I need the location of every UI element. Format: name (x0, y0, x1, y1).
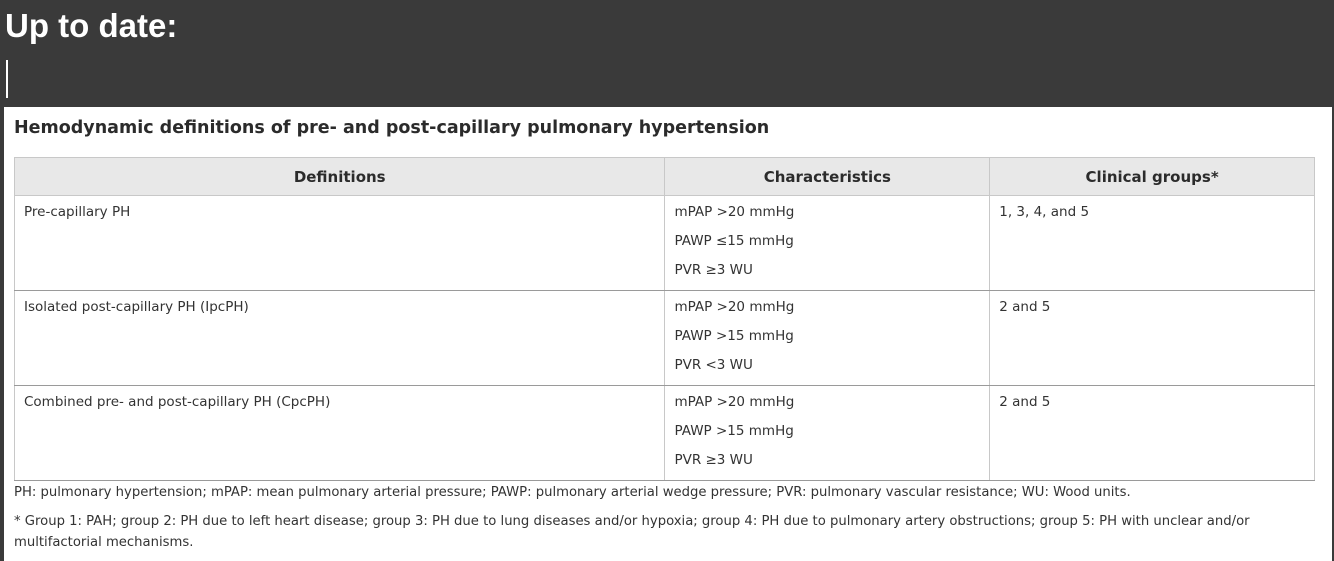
table-title: Hemodynamic definitions of pre- and post-capillary pulmonary hypertension (14, 118, 770, 138)
table-panel (4, 107, 1332, 561)
groups-cell (990, 196, 1315, 291)
text-cursor[interactable] (6, 60, 8, 98)
characteristic-line: PVR ≥3 WU (674, 262, 753, 278)
characteristic-line: PAWP >15 mmHg (674, 328, 794, 344)
characteristics-cell (665, 196, 990, 291)
characteristic-line: PAWP ≤15 mmHg (674, 233, 794, 249)
groups-cell (990, 386, 1315, 481)
definition-text: Pre-capillary PH (24, 204, 131, 220)
column-header-definitions: Definitions (15, 158, 665, 196)
characteristic-line: PVR ≥3 WU (674, 452, 753, 468)
page-heading: Up to date: (5, 7, 178, 44)
column-header-characteristics: Characteristics (665, 158, 990, 196)
groups-cell (990, 291, 1315, 386)
table-header-row (15, 158, 1315, 196)
groups-text: 2 and 5 (999, 299, 1051, 315)
footnote-abbreviations: PH: pulmonary hypertension; mPAP: mean pulmonary arterial pressure; PAWP: pulmonary arterial wedge pressure; PVR: pulmonary vascular resistance; WU: Wood units. (14, 485, 1131, 500)
table-row (15, 196, 1315, 291)
definition-text: Isolated post-capillary PH (IpcPH) (24, 299, 249, 315)
table-row (15, 291, 1315, 386)
table-row (15, 386, 1315, 481)
characteristics-cell (665, 386, 990, 481)
definition-text: Combined pre- and post-capillary PH (CpcPH) (24, 394, 331, 410)
footnote-groups: * Group 1: PAH; group 2: PH due to left heart disease; group 3: PH due to lung diseases and/or hypoxia; group 4: PH due to pulmonary artery obstructions; group 5: PH with unclear and/or multifactorial mechanisms. (14, 514, 1250, 550)
definition-cell (15, 386, 665, 481)
definitions-table (14, 157, 1315, 481)
characteristics-cell (665, 291, 990, 386)
characteristic-line: mPAP >20 mmHg (674, 204, 795, 220)
groups-text: 2 and 5 (999, 394, 1051, 410)
characteristic-line: mPAP >20 mmHg (674, 394, 795, 410)
characteristic-line: PAWP >15 mmHg (674, 423, 794, 439)
definition-cell (15, 196, 665, 291)
column-header-clinical-groups: Clinical groups* (990, 158, 1315, 196)
characteristic-line: PVR <3 WU (674, 357, 753, 373)
characteristic-line: mPAP >20 mmHg (674, 299, 795, 315)
definition-cell (15, 291, 665, 386)
groups-text: 1, 3, 4, and 5 (999, 204, 1090, 220)
